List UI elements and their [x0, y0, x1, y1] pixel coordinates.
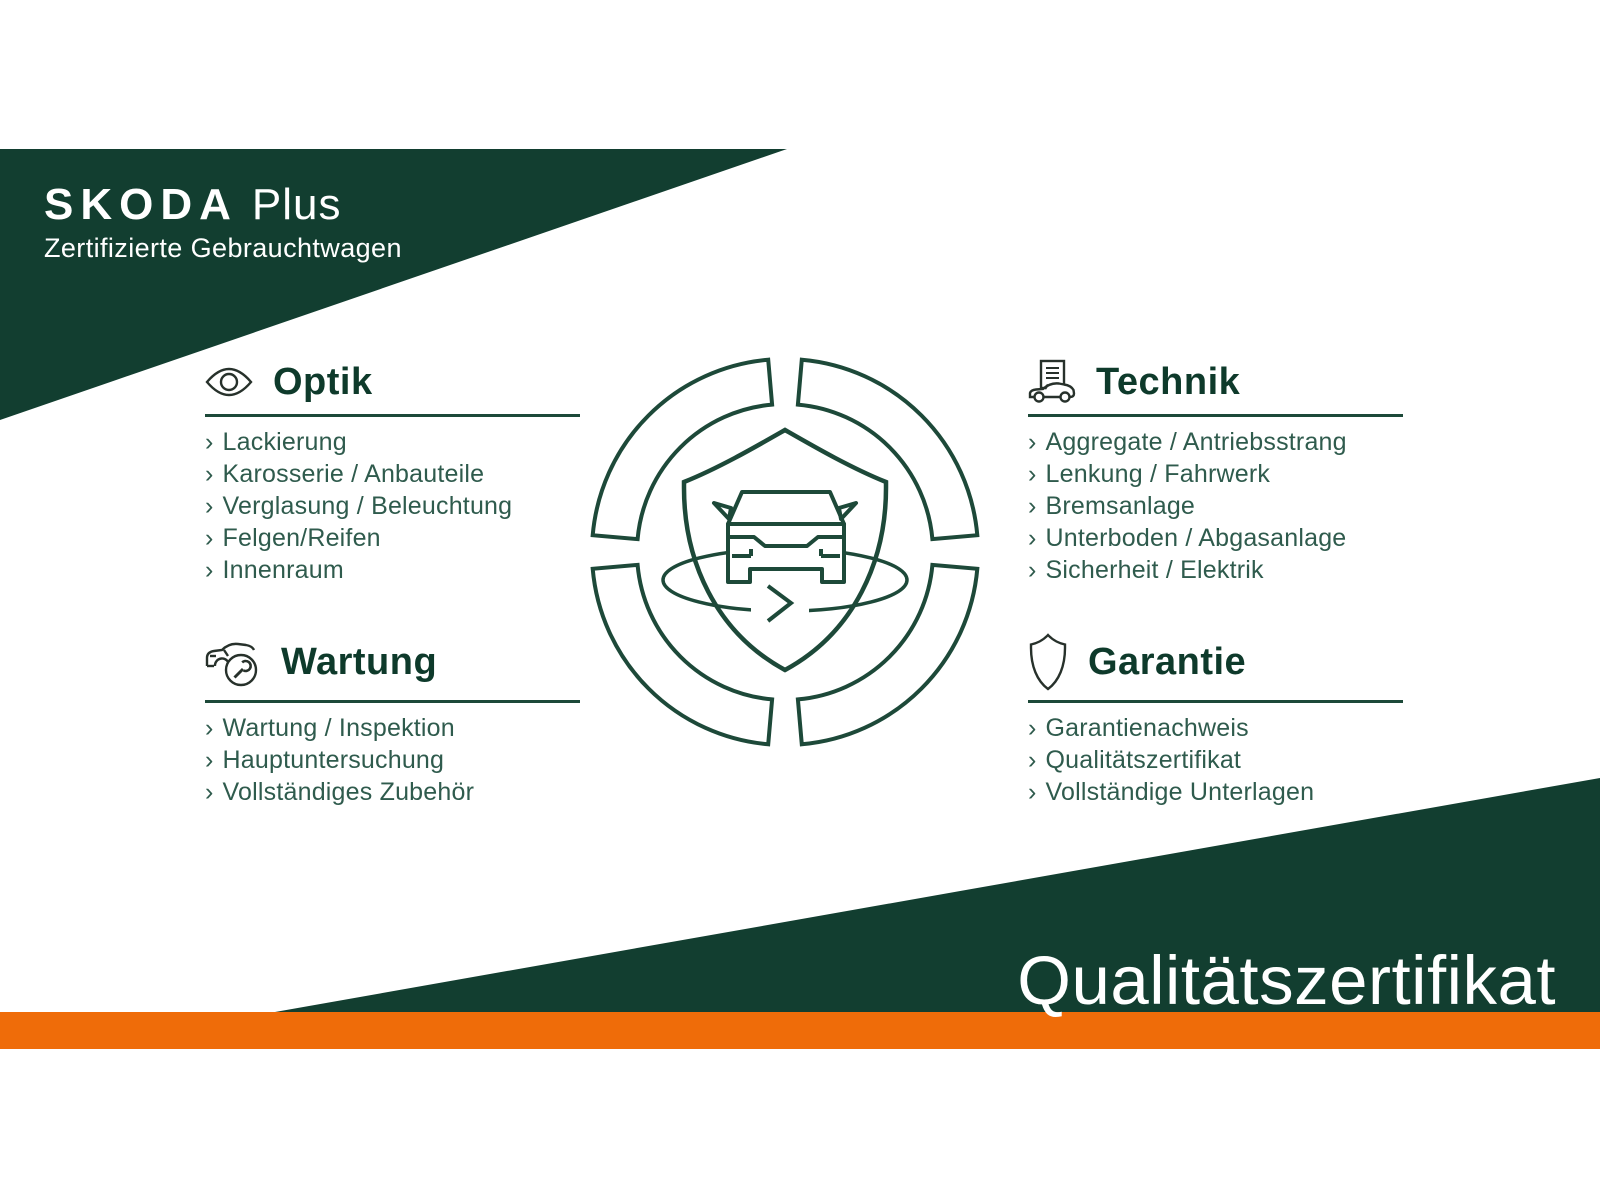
section-divider	[205, 700, 580, 703]
chevron-bullet: ›	[1028, 492, 1037, 520]
logo-plus-label: Plus	[251, 180, 342, 229]
eye-icon	[205, 366, 253, 398]
list-item: › Vollständige Unterlagen	[1028, 778, 1315, 806]
section-header	[205, 630, 580, 694]
logo-wordmark-row	[44, 180, 402, 230]
section-divider	[205, 414, 580, 417]
list-item: › Sicherheit / Elektrik	[1028, 556, 1264, 584]
chevron-bullet: ›	[205, 778, 214, 806]
section-title: Optik	[273, 360, 373, 403]
chevron-bullet: ›	[1028, 524, 1037, 552]
chevron-bullet: ›	[205, 492, 214, 520]
logo-wordmark: SKODA	[44, 180, 238, 229]
section-list	[1028, 426, 1403, 586]
car-service-wrench-icon	[205, 635, 261, 689]
footer-title: Qualitätszertifikat	[1017, 942, 1556, 1019]
chevron-bullet: ›	[205, 714, 214, 742]
section-list	[1028, 712, 1403, 808]
chevron-bullet: ›	[205, 746, 214, 774]
logo-subtitle: Zertifizierte Gebrauchtwagen	[44, 233, 402, 263]
chevron-bullet: ›	[1028, 714, 1037, 742]
chevron-bullet: ›	[1028, 778, 1037, 806]
car-front-icon	[714, 492, 856, 582]
list-item: › Qualitätszertifikat	[1028, 746, 1242, 774]
section-title: Wartung	[281, 640, 438, 683]
list-item: › Aggregate / Antriebsstrang	[1028, 428, 1347, 456]
list-item: › Lenkung / Fahrwerk	[1028, 460, 1271, 488]
section-technik	[1028, 356, 1403, 586]
list-item: › Unterboden / Abgasanlage	[1028, 524, 1347, 552]
section-optik	[205, 356, 580, 586]
chevron-bullet: ›	[1028, 556, 1037, 584]
chevron-bullet: ›	[205, 460, 214, 488]
list-item: › Felgen/Reifen	[205, 524, 381, 552]
list-item: › Garantienachweis	[1028, 714, 1249, 742]
list-item: › Hauptuntersuchung	[205, 746, 445, 774]
car-checklist-icon	[1028, 359, 1076, 405]
section-title: Technik	[1096, 360, 1241, 403]
section-wartung	[205, 630, 580, 808]
chevron-bullet: ›	[205, 428, 214, 456]
chevron-bullet: ›	[1028, 460, 1037, 488]
section-garantie	[1028, 630, 1403, 808]
section-header	[205, 356, 580, 408]
certified-car-shield-emblem	[585, 352, 985, 752]
chevron-bullet: ›	[1028, 428, 1037, 456]
section-list	[205, 712, 580, 808]
ring-segment-bottom-right	[798, 565, 977, 744]
chevron-bullet: ›	[205, 524, 214, 552]
ring-segment-bottom-left	[593, 565, 772, 744]
list-item: › Wartung / Inspektion	[205, 714, 455, 742]
shield-icon	[1028, 633, 1068, 691]
section-divider	[1028, 414, 1403, 417]
section-list	[205, 426, 580, 586]
skoda-plus-logo	[44, 180, 402, 264]
list-item: › Vollständiges Zubehör	[205, 778, 475, 806]
list-item: › Verglasung / Beleuchtung	[205, 492, 513, 520]
list-item: › Innenraum	[205, 556, 344, 584]
section-header	[1028, 630, 1403, 694]
section-title: Garantie	[1088, 640, 1247, 683]
section-header	[1028, 356, 1403, 408]
list-item: › Karosserie / Anbauteile	[205, 460, 485, 488]
chevron-bullet: ›	[1028, 746, 1037, 774]
chevron-bullet: ›	[205, 556, 214, 584]
list-item: › Lackierung	[205, 428, 347, 456]
section-divider	[1028, 700, 1403, 703]
list-item: › Bremsanlage	[1028, 492, 1196, 520]
